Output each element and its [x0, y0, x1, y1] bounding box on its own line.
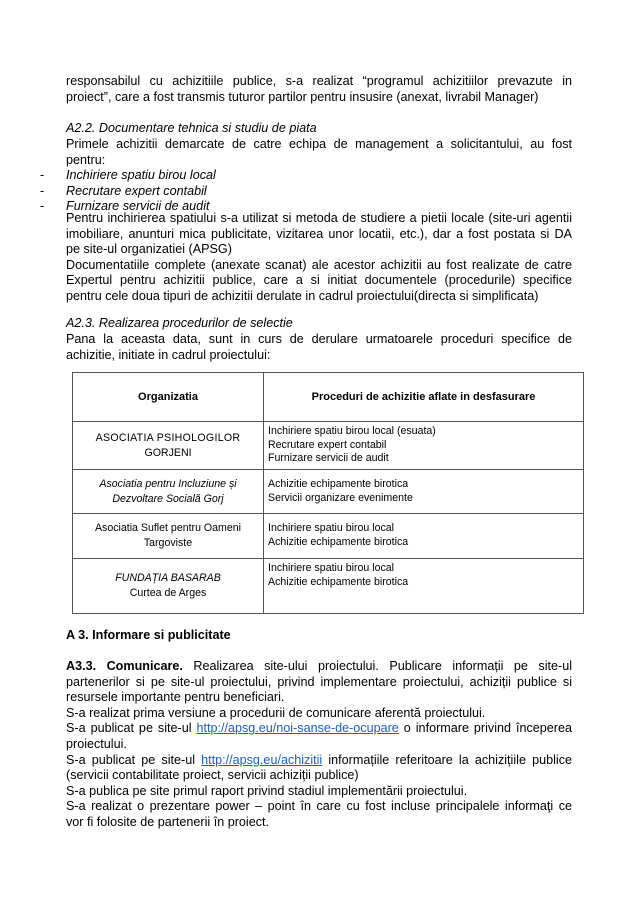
a23-p1-line-1: Pana la aceasta data, sunt in curs de derulare urmatoarele proceduri specifice de: [66, 332, 572, 346]
bullet-item: Recrutare expert contabil: [66, 184, 207, 198]
a33-line-7: [66, 753, 572, 769]
a33-line-8: (servicii contabilitate proiect, servicii achiziții publice): [66, 768, 359, 783]
a23-p1-line-2: achizitie, initiate in cadrul proiectului:: [66, 347, 271, 362]
procedures-cell: [264, 559, 584, 614]
a33-line-1-text: Realizarea site-ului proiectului. Publicare informații pe site-ul: [193, 659, 573, 673]
a33-line-6: proiectului.: [66, 736, 127, 751]
intro-paragraph: [66, 74, 572, 105]
a33-line-5-post: o informare privind începerea: [398, 721, 572, 736]
intro-line-2: proiect”, care a fost transmis tuturor partilor pentru insusire (anexat, livrabil Manager): [66, 89, 539, 104]
organization-cell: [73, 559, 264, 614]
table-row: [73, 514, 584, 559]
organization-name-line: Dezvoltare Socială Gorj: [112, 492, 224, 505]
bullet-dash: -: [40, 168, 45, 182]
procedure-item: Servicii organizare evenimente: [268, 491, 413, 504]
a33-line-10: S-a realizat o prezentare power – point în care cu fost incluse principalele informaţi ce: [66, 799, 572, 814]
organization-cell: [73, 514, 264, 559]
organization-name-line: ASOCIATIA PSIHOLOGILOR: [95, 431, 241, 444]
bullet-dash: -: [40, 199, 45, 213]
table-row: [73, 559, 584, 614]
organization-name-line: Asociatia Suflet pentru Oameni: [94, 522, 242, 534]
procedure-item: Achizitie echipamente birotica: [268, 477, 409, 490]
procedures-cell: [264, 514, 584, 559]
a33-line-4: S-a realizat prima versiune a procedurii de comunicare aferentă proiectului.: [66, 705, 486, 720]
table-header-procedures: Proceduri de achizitie aflate in desfasurare: [264, 373, 584, 422]
a33-line-9: S-a publica pe site primul raport privind stadiul implementării proiectului.: [66, 783, 468, 798]
section-heading-a22: A2.2. Documentare tehnica si studiu de piata: [66, 121, 317, 135]
section-heading-a23: A2.3. Realizarea procedurilor de selectie: [66, 316, 293, 330]
procedure-item: Inchiriere spatiu birou local (esuata): [268, 425, 436, 438]
organization-name-line: Targoviste: [143, 537, 193, 549]
a22-p2-line-3: pe site-ul organizatiei (APSG): [66, 242, 232, 257]
a23-paragraph: [66, 332, 572, 363]
a33-line-2: partenerilor si pe site-ul proiectului, privind implementare proiectului, achiziții publice si: [66, 674, 572, 689]
a22-p2-line-1: Pentru inchirierea spatiului s-a utilizat si metoda de studiere a pietii locale (site-uri agentii: [66, 211, 572, 225]
a33-line-7-pre: S-a publicat pe site-ul: [66, 752, 202, 767]
a33-paragraph: [66, 659, 572, 831]
a22-p3-line-1: Documentatiile complete (anexate scanat) ale acestor achizitii au fost realizate de catre: [66, 257, 572, 272]
organization-name-line: GORJENI: [144, 446, 192, 459]
table-row: [73, 470, 584, 514]
section-heading-a3: A 3. Informare si publicitate: [66, 628, 231, 642]
a33-line-11: vor fi folosite de partenerii în proiect.: [66, 814, 270, 829]
achizitii-link[interactable]: http://apsg.eu/achizitii: [201, 752, 323, 767]
procedure-item: Achizitie echipamente birotica: [268, 575, 409, 588]
bullet-item: Furnizare servicii de audit: [66, 199, 210, 213]
a22-p1-line-1: Primele achizitii demarcate de catre echipa de management a solicitantului, au fost: [66, 137, 572, 151]
procedure-item: Inchiriere spatiu birou local: [268, 562, 395, 574]
a33-line-5: [66, 721, 572, 737]
procedures-cell: [264, 422, 584, 470]
procedure-item: Achizitie echipamente birotica: [268, 536, 409, 548]
bullet-dash: -: [40, 184, 45, 198]
a33-label: A3.3. Comunicare.: [66, 659, 183, 673]
procurement-table: [72, 372, 584, 614]
a33-line-3: resursele importante pentru beneficiari.: [66, 690, 285, 705]
procedures-cell: [264, 470, 584, 514]
a22-paragraph-1: [66, 137, 572, 168]
noi-sanse-link[interactable]: http://apsg.eu/noi-sanse-de-ocupare: [196, 721, 399, 736]
organization-name-line: Asociatia pentru Incluziune și: [99, 477, 237, 490]
organization-name-line: FUNDAȚIA BASARAB: [115, 572, 221, 584]
organization-name-line: Curtea de Arges: [129, 587, 207, 599]
a22-p3-line-3: pentru cele doua tipuri de achizitii derulate in cadrul proiectului(directa si simplificata): [66, 288, 539, 303]
table-header-row: [73, 373, 584, 422]
procedure-item: Inchiriere spatiu birou local: [268, 522, 395, 535]
a33-line-7-post: informațiile referitoare la achizițiile publice: [322, 752, 572, 767]
table-row: [73, 422, 584, 470]
a33-line-5-pre: S-a publicat pe site-ul: [66, 721, 197, 736]
organization-cell: [73, 470, 264, 514]
organization-cell: [73, 422, 264, 470]
a22-paragraph-2: [66, 211, 572, 305]
a33-line-1: [66, 659, 572, 675]
bullet-item: Inchiriere spatiu birou local: [66, 168, 216, 182]
table-header-organization: Organizatia: [73, 373, 264, 422]
a22-p3-line-2: Expertul pentru achizitii publice, care a si initiat documentele (procedurile) specifice: [66, 273, 572, 288]
a22-p2-line-2: imobiliare, anunturi mica publicitate, vizitarea unor locatii, etc.), dar a fost postata si DA: [66, 226, 572, 241]
procedure-item: Furnizare servicii de audit: [268, 452, 389, 465]
a22-p1-line-2: pentru:: [66, 152, 106, 167]
procedure-item: Recrutare expert contabil: [268, 438, 387, 451]
intro-line-1: responsabilul cu achizitiile publice, s-a realizat “programul achizitiilor prevazute in: [66, 74, 572, 88]
